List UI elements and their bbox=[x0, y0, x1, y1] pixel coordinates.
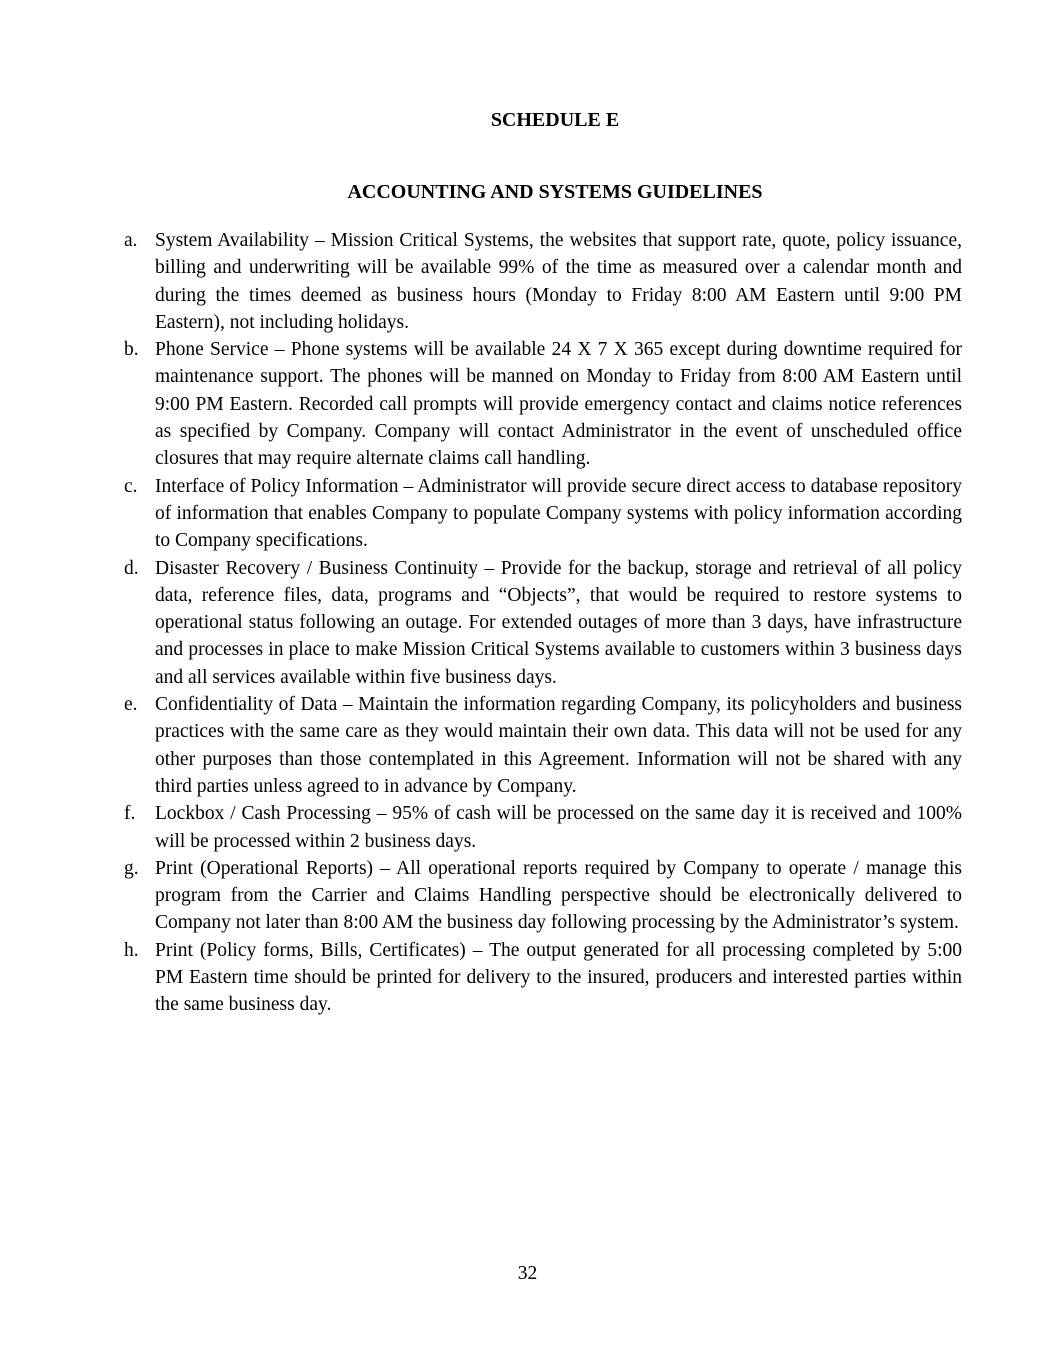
list-item-e bbox=[0, 691, 1055, 800]
page-number: 32 bbox=[517, 1263, 538, 1284]
guidelines-list bbox=[0, 227, 1055, 1019]
list-item-marker: h. bbox=[124, 939, 139, 961]
list-item-a bbox=[0, 227, 1055, 336]
page-title: ACCOUNTING AND SYSTEMS GUIDELINES bbox=[347, 181, 763, 203]
list-item-text: Print (Operational Reports) – All operational reports required by Company to operate / manage this program from the Carrier and Claims Handling perspective should be electronically delivered to Company not later than 8:00 AM the business day following processing by the Administrator’s system. bbox=[155, 857, 962, 934]
list-item-text: System Availability – Mission Critical Systems, the websites that support rate, quote, policy issuance, billing and underwriting will be available 99% of the time as measured over a calendar month and during the times deemed as business hours (Monday to Friday 8:00 AM Eastern until 9:00 PM Eastern), not including holidays. bbox=[155, 230, 962, 333]
list-item-text: Disaster Recovery / Business Continuity – Provide for the backup, storage and retrieval of all policy data, reference files, data, programs and “Objects”, that would be required to restore systems to operational status following an outage. For extended outages of more than 3 days, have infrastructure and processes in place to make Mission Critical Systems available to customers within 3 business days and all services available within five business days. bbox=[155, 557, 962, 688]
list-item-c bbox=[0, 473, 1055, 555]
list-item-marker: c. bbox=[124, 475, 138, 497]
list-item-text: Lockbox / Cash Processing – 95% of cash will be processed on the same day it is received and 100% will be processed within 2 business days. bbox=[155, 803, 962, 852]
list-item-marker: f. bbox=[124, 803, 136, 825]
list-item-marker: d. bbox=[124, 557, 139, 579]
list-item-h bbox=[0, 937, 1055, 1019]
list-item-d bbox=[0, 555, 1055, 691]
list-item-marker: g. bbox=[124, 857, 139, 879]
list-item-text: Print (Policy forms, Bills, Certificates) – The output generated for all processing completed by 5:00 PM Eastern time should be printed for delivery to the insured, producers and interested parties within the same business day. bbox=[155, 939, 962, 1016]
list-item-text: Confidentiality of Data – Maintain the information regarding Company, its policyholders and business practices with the same care as they would maintain their own data. This data will not be used for any other purposes than those contemplated in this Agreement. Information will not be shared with any third parties unless agreed to in advance by Company. bbox=[155, 694, 962, 797]
list-item-text: Interface of Policy Information – Administrator will provide secure direct access to database repository of information that enables Company to populate Company systems with policy information according to Company specifications. bbox=[155, 475, 962, 552]
list-item-marker: e. bbox=[124, 694, 138, 716]
list-item-marker: a. bbox=[124, 230, 138, 251]
list-item-marker: b. bbox=[124, 339, 139, 361]
list-item-b bbox=[0, 336, 1055, 472]
schedule-label: SCHEDULE E bbox=[490, 109, 620, 131]
list-item-f bbox=[0, 800, 1055, 855]
list-item-g bbox=[0, 855, 1055, 937]
list-item-text: Phone Service – Phone systems will be available 24 X 7 X 365 except during downtime required for maintenance support. The phones will be manned on Monday to Friday from 8:00 AM Eastern until 9:00 PM Eastern. Recorded call prompts will provide emergency contact and claims notice references as specified by Company. Company will contact Administrator in the event of unscheduled office closures that may require alternate claims call handling. bbox=[155, 339, 962, 470]
